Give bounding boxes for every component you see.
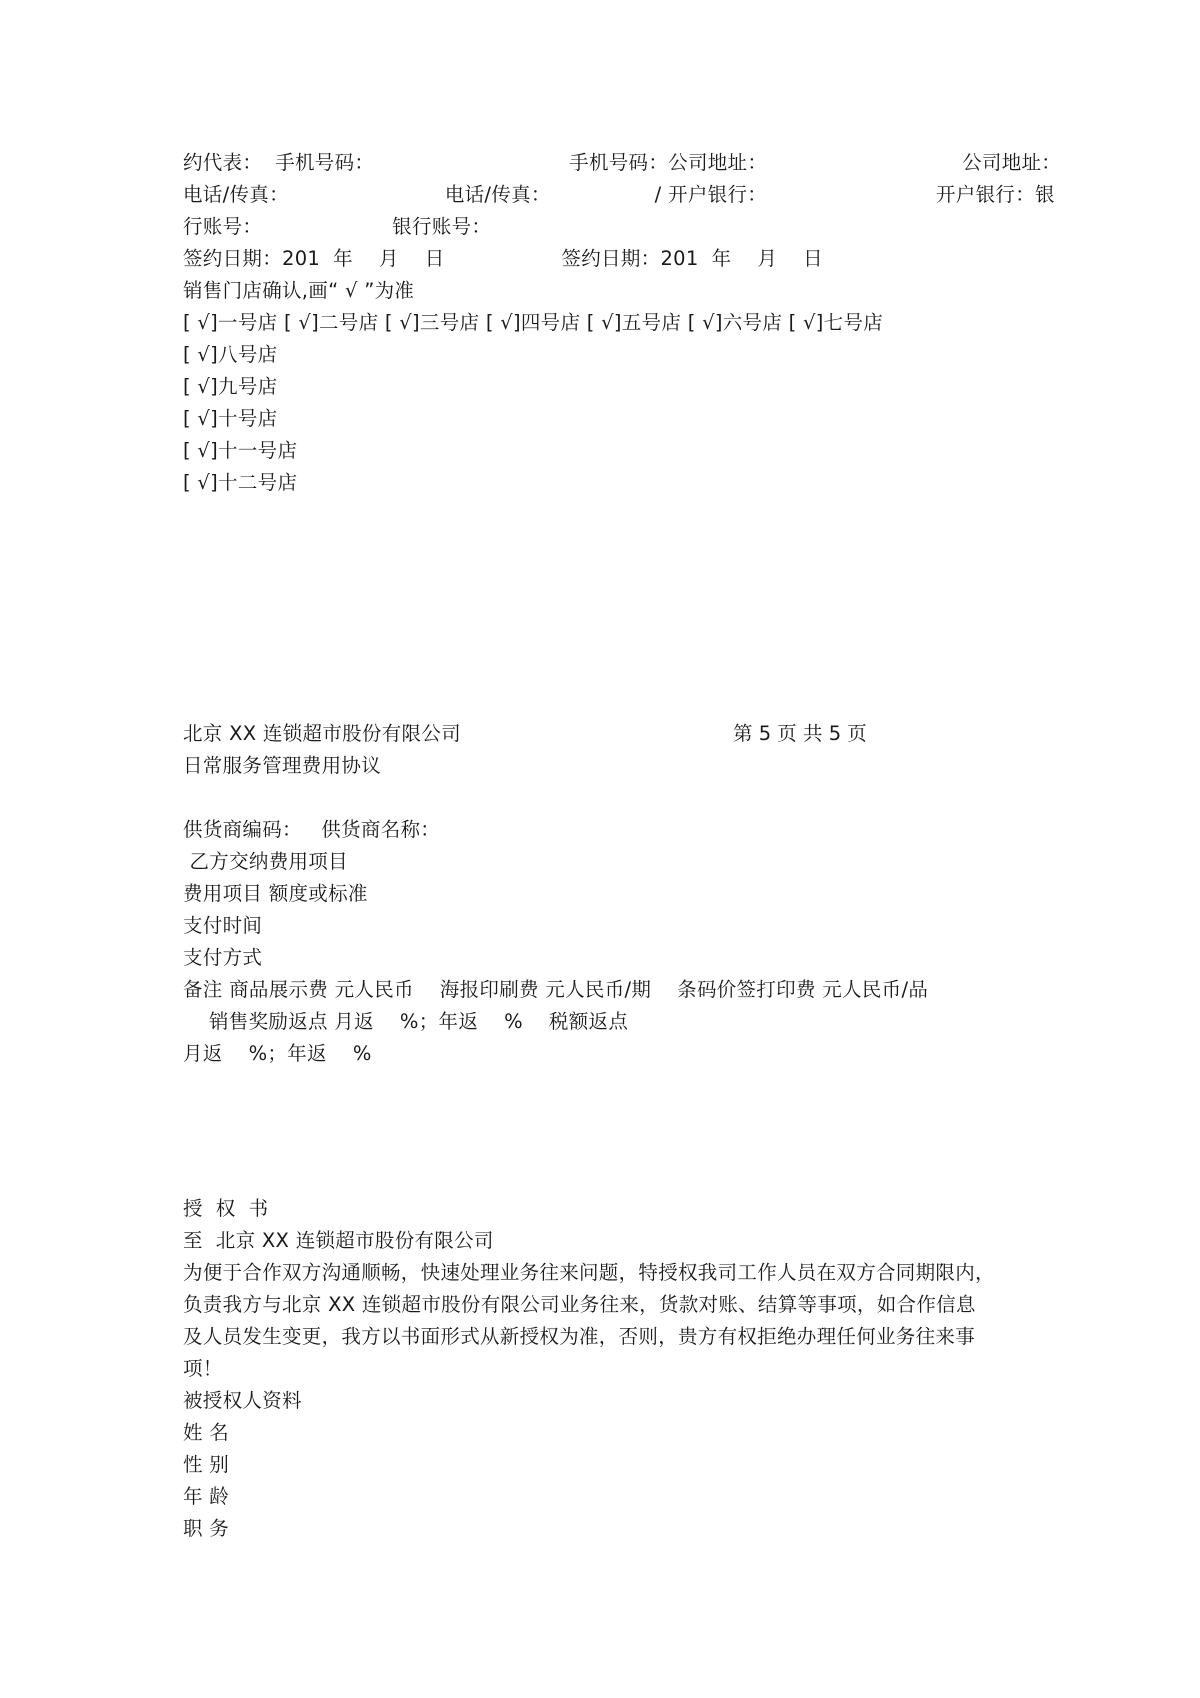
- signature-line-date: 签约日期：201 年 月 日 签约日期：201 年 月 日: [183, 247, 823, 270]
- store-item: [ √]十号店: [183, 407, 278, 430]
- fee-line: 乙方交纳费用项目: [183, 850, 348, 873]
- store-row-1-7: [ √]一号店 [ √]二号店 [ √]三号店 [ √]四号店 [ √]五号店 [ √]六号店 [ √]七号店: [183, 311, 884, 334]
- authorized-person-field: 职 务: [183, 1517, 230, 1540]
- supplier-line: 供货商编码： 供货商名称：: [183, 818, 441, 841]
- authorized-person-field: 姓 名: [183, 1421, 230, 1444]
- store-confirm-heading: 销售门店确认,画“ √ ”为准: [183, 279, 415, 302]
- authorized-person-heading: 被授权人资料: [183, 1389, 302, 1412]
- signature-line-phone-fax: 电话/传真： 电话/传真： / 开户银行： 开户银行：银: [183, 183, 1055, 206]
- fee-line: 月返 %；年返 %: [183, 1042, 372, 1065]
- footer-company: 北京 XX 连锁超市股份有限公司: [183, 722, 461, 745]
- store-item: [ √]十二号店: [183, 471, 298, 494]
- authorization-title: 授 权 书: [183, 1197, 269, 1220]
- authorization-body-line: 为便于合作双方沟通顺畅，快速处理业务往来问题，特授权我司工作人员在双方合同期限内，: [183, 1261, 995, 1284]
- fee-agreement-title: 日常服务管理费用协议: [183, 754, 382, 777]
- signature-line-representative: 约代表： 手机号码： 手机号码：公司地址： 公司地址：: [183, 151, 1062, 174]
- store-item: [ √]九号店: [183, 375, 278, 398]
- authorization-body-line: 项！: [183, 1357, 223, 1380]
- authorized-person-field: 性 别: [183, 1453, 230, 1476]
- fee-line: 支付方式: [183, 946, 263, 969]
- signature-line-bank-account: 行账号： 银行账号：: [183, 215, 492, 238]
- fee-line: 支付时间: [183, 914, 263, 937]
- fee-line: 备注 商品展示费 元人民币 海报印刷费 元人民币/期 条码价签打印费 元人民币/品: [183, 978, 929, 1001]
- authorization-recipient: 至 北京 XX 连锁超市股份有限公司: [183, 1229, 494, 1252]
- footer-page-number: 第 5 页 共 5 页: [733, 722, 867, 745]
- store-item: [ √]八号店: [183, 343, 278, 366]
- fee-line: 费用项目 额度或标准: [183, 882, 368, 905]
- fee-line: 销售奖励返点 月返 %；年返 % 税额返点: [183, 1010, 629, 1033]
- authorization-body-line: 及人员发生变更，我方以书面形式从新授权为准，否则，贵方有权拒绝办理任何业务往来事: [183, 1325, 976, 1348]
- authorization-body-line: 负责我方与北京 XX 连锁超市股份有限公司业务往来，货款对账、结算等事项，如合作信息: [183, 1293, 976, 1316]
- authorized-person-field: 年 龄: [183, 1485, 230, 1508]
- store-item: [ √]十一号店: [183, 439, 298, 462]
